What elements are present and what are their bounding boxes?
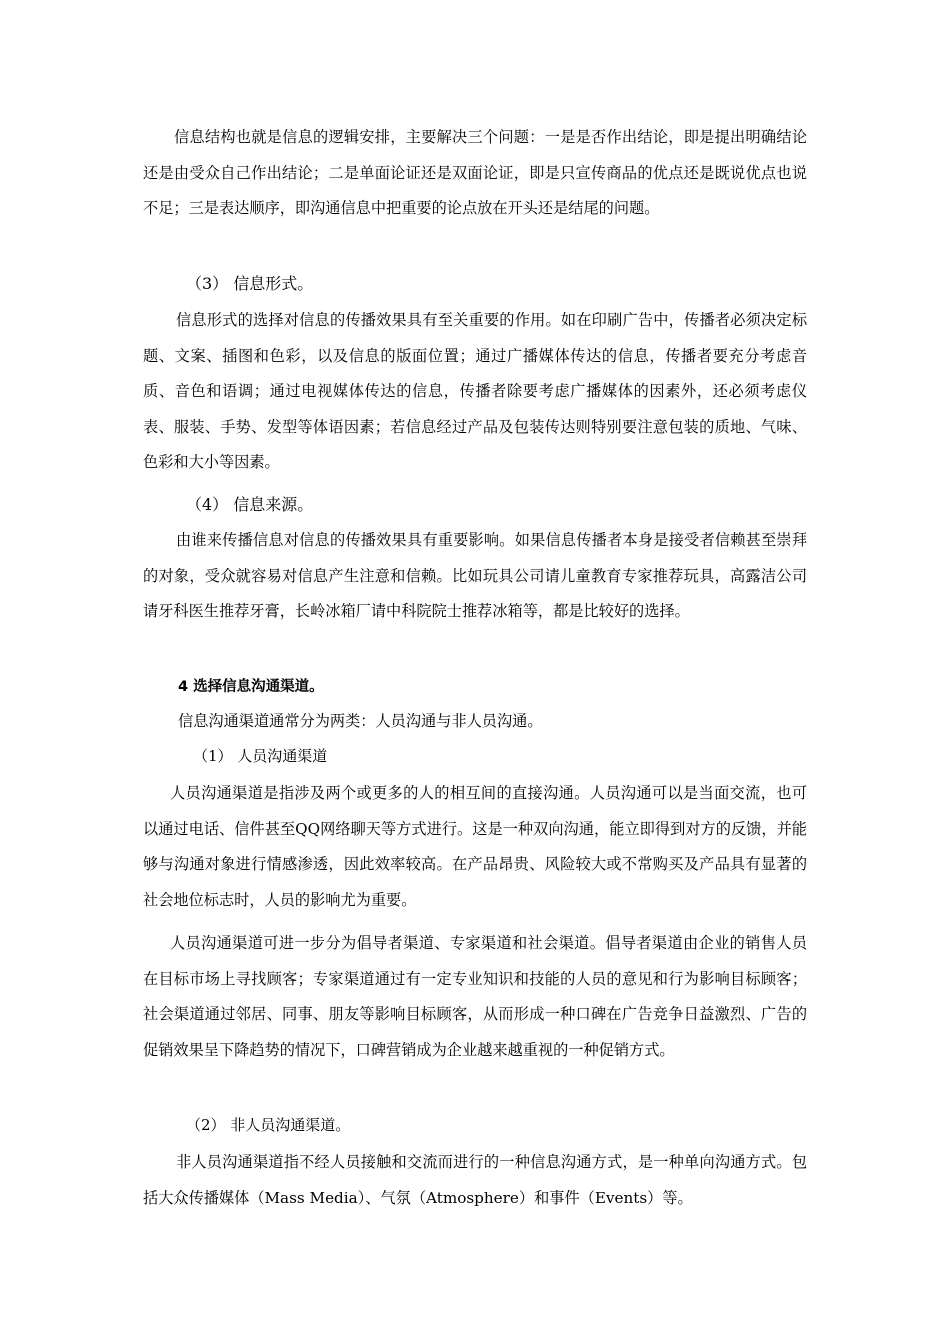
paragraph-information-structure (143, 120, 807, 227)
paragraph-nonpersonal-channel (143, 1145, 807, 1216)
paragraph-information-source (143, 523, 807, 630)
paragraph-personal-channel (143, 776, 807, 918)
heading-text: （3） 信息形式。 (186, 274, 314, 293)
section-heading-channels (178, 672, 778, 702)
subheading-personal-channel (193, 741, 793, 771)
paragraph-text: 信息结构也就是信息的逻辑安排，主要解决三个问题：一是是否作出结论，即是提出明确结论还是由受众自己作出结论；二是单面论证还是双面论证，即是只宣传商品的优点还是既说优点也说不足；三是表达顺序，即沟通信息中把重要的论点放在开头还是结尾的问题。 (143, 128, 807, 217)
heading-text: （4） 信息来源。 (186, 495, 314, 514)
subheading-nonpersonal-channel (186, 1110, 786, 1140)
paragraph-information-form (143, 303, 807, 481)
paragraph-text: 信息形式的选择对信息的传播效果具有至关重要的作用。如在印刷广告中，传播者必须决定标题、文案、插图和色彩，以及信息的版面位置；通过广播媒体传达的信息，传播者要充分考虑音质、音色和语调；通过电视媒体传达的信息，传播者除要考虑广播媒体的因素外，还必须考虑仪表、服装、手势、发型等体语因素；若信息经过产品及包装传达则特别要注意包装的质地、气味、色彩和大小等因素。 (143, 311, 807, 471)
heading-information-source (186, 490, 786, 520)
subheading-text: （2） 非人员沟通渠道。 (186, 1116, 351, 1134)
paragraph-text: 信息沟通渠道通常分为两类：人员沟通与非人员沟通。 (178, 712, 543, 730)
paragraph-text: 人员沟通渠道可进一步分为倡导者渠道、专家渠道和社会渠道。倡导者渠道由企业的销售人员在目标市场上寻找顾客；专家渠道通过有一定专业知识和技能的人员的意见和行为影响目标顾客；社会渠道通过邻居、同事、朋友等影响目标顾客，从而形成一种口碑在广告竞争日益激烈、广告的促销效果呈下降趋势的情况下，口碑营销成为企业越来越重视的一种促销方式。 (143, 934, 807, 1059)
paragraph-personal-channel-types (143, 926, 807, 1068)
subheading-text: （1） 人员沟通渠道 (193, 747, 328, 765)
paragraph-text: 人员沟通渠道是指涉及两个或更多的人的相互间的直接沟通。人员沟通可以是当面交流，也可以通过电话、信件甚至QQ网络聊天等方式进行。这是一种双向沟通，能立即得到对方的反馈，并能够与沟通对象进行情感渗透，因此效率较高。在产品昂贵、风险较大或不常购买及产品具有显著的社会地位标志时，人员的影响尤为重要。 (143, 784, 807, 909)
paragraph-text: 非人员沟通渠道指不经人员接触和交流而进行的一种信息沟通方式，是一种单向沟通方式。包括大众传播媒体（Mass Media）、气氛（Atmosphere）和事件（Events）等。 (143, 1153, 807, 1207)
heading-information-form (186, 269, 786, 299)
paragraph-channel-types (174, 704, 807, 740)
section-heading-text: 4 选择信息沟通渠道。 (178, 679, 324, 695)
paragraph-text: 由谁来传播信息对信息的传播效果具有重要影响。如果信息传播者本身是接受者信赖甚至崇拜的对象，受众就容易对信息产生注意和信赖。比如玩具公司请儿童教育专家推荐玩具，高露洁公司请牙科医生推荐牙膏，长岭冰箱厂请中科院院士推荐冰箱等，都是比较好的选择。 (143, 531, 807, 620)
